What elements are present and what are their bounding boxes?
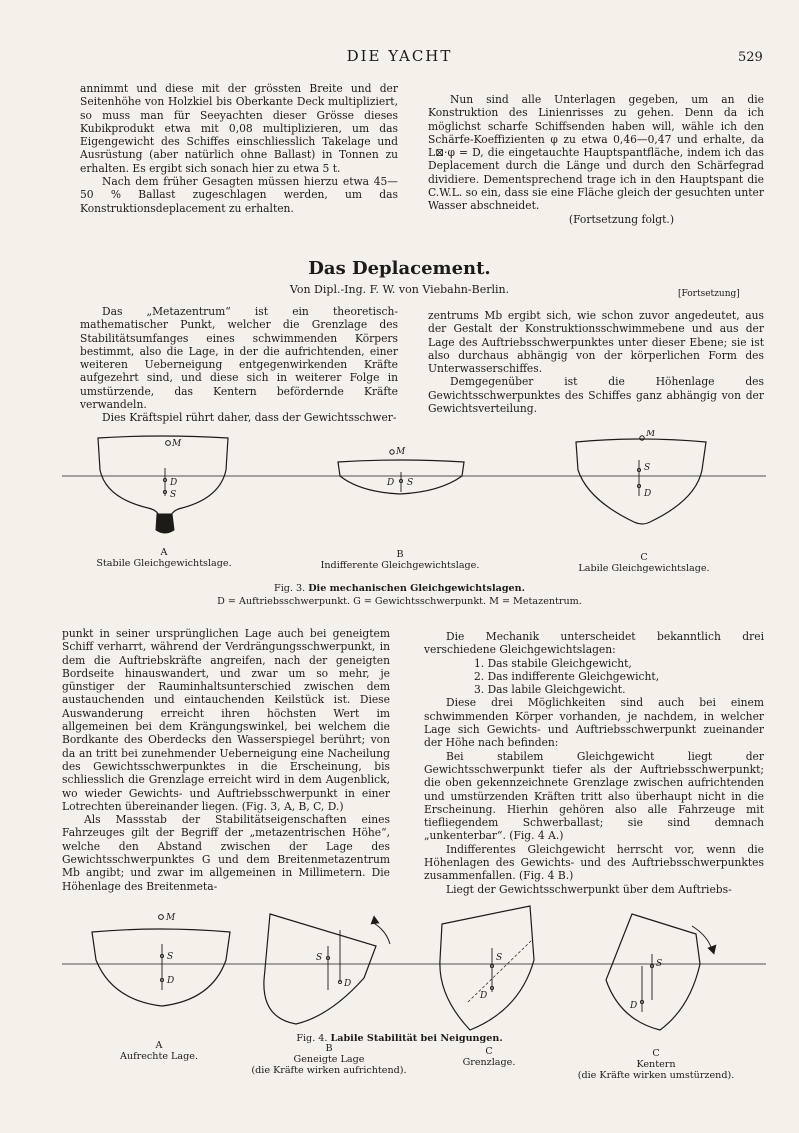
fig4-panel-b-label: B Geneigte Lage (die Kräfte wirken aufrichtend).	[251, 1043, 407, 1076]
fig3-c-s-label: S	[644, 463, 651, 473]
fig3-c-d-label: D	[644, 489, 652, 499]
paragraph: zentrums Mb ergibt sich, wie schon zuvor angedeutet, aus der Gestalt der Konstruktionsschwimmebene und aus der Lage des Auftriebsschwerpunktes unter dieser Ebene; sie ist also durchaus abhängig von der körperlichen Form des Unterwasserschiffes.	[428, 309, 764, 376]
equilibrium-list	[424, 657, 764, 697]
figure-4-drawing	[0, 900, 799, 1040]
fig3-b-s-label: S	[407, 478, 414, 488]
fig4-kentern-d-label: D	[630, 1001, 638, 1011]
fig3-panel-a-label: A Stabile Gleichgewichtslage.	[96, 547, 232, 569]
article-upper-right-column	[428, 309, 764, 415]
paragraph: Diese drei Möglichkeiten sind auch bei einem schwimmenden Körper vorhanden, je nachdem, in welcher Lage sich Gewichts- und Auftriebsschwerpunkt zueinander der Höhe nach befinden:	[424, 696, 764, 750]
figure-3-drawing	[0, 430, 799, 560]
list-item: 3. Das labile Gleichgewicht.	[474, 683, 626, 697]
fig4-b-d-label: D	[344, 979, 352, 989]
paragraph: Als Massstab der Stabilitätseigenschaften eines Fahrzeuges gilt der Begriff der „metazentrischen Höhe“, welche den Abstand zwischen der Lage des Gewichtsschwerpunktes G und dem Breitenmetazentrum Mb angibt; und zwar im allgemeinen in Millimetern. Die Höhenlage des Breitenmeta-	[62, 813, 390, 893]
running-title: DIE YACHT	[346, 47, 453, 65]
fig3-c-m-label: M	[646, 430, 656, 439]
paragraph: Nun sind alle Unterlagen gegeben, um an die Konstruktion des Linienrisses zu gehen. Denn da ich möglichst scharfe Schiffsenden haben will, wähle ich den Schärfe-Koeffizienten φ zu etwa 0,46—0,47 und erhalte, da L⊠·φ = D, die eingetauchte Hauptspantfläche, indem ich das Deplacement durch die Länge und durch den Schärfegrad dividiere. Dementsprechend trage ich in den Hauptspant die C.W.L. so ein, dass sie eine Fläche gleich der gesuchten unter Wasser abschneidet.	[428, 93, 764, 213]
paragraph: Die Mechanik unterscheidet bekanntlich drei verschiedene Gleichgewichtslagen:	[424, 630, 764, 657]
list-item: 1. Das stabile Gleichgewicht,	[474, 656, 632, 670]
figure-4-caption: Fig. 4. Labile Stabilität bei Neigungen.	[296, 1033, 503, 1044]
fig4-panel-c-label: C Grenzlage.	[462, 1046, 516, 1068]
page-number: 529	[738, 50, 763, 65]
paragraph: Demgegenüber ist die Höhenlage des Gewichtsschwerpunktes des Schiffes ganz abhängig von der Gewichtsverteilung.	[428, 375, 764, 416]
article-byline: Von Dipl.-Ing. F. W. von Viebahn-Berlin.	[289, 283, 510, 296]
article-lower-left-column	[62, 627, 390, 893]
paragraph: Bei stabilem Gleichgewicht liegt der Gewichtsschwerpunkt tiefer als der Auftriebsschwerpunkt; die oben gekennzeichnete Grenzlage zwischen aufrichtenden und umstürzenden Kräften tritt also überhaupt nicht in die Erscheinung. Hierhin gehören also alle Fahrzeuge mit tiefliegendem Schwerballast; sie sind demnach „unkenterbar“. (Fig. 4 A.)	[424, 749, 764, 843]
fig4-a-d-label: D	[167, 976, 175, 986]
fig4-a-m-label: M	[166, 913, 176, 923]
fig3-a-m-label: M	[172, 439, 182, 449]
paragraph: Liegt der Gewichtsschwerpunkt über dem Auftriebs-	[446, 882, 732, 896]
list-item: 2. Das indifferente Gleichgewicht,	[474, 669, 660, 683]
fig4-panel-a-label: A Aufrechte Lage.	[119, 1040, 198, 1062]
fig3-b-m-label: M	[396, 447, 406, 457]
fig4-kentern-s-label: S	[656, 959, 663, 969]
paragraph: Nach dem früher Gesagten müssen hierzu etwa 45—50 % Ballast zugeschlagen werden, um das Konstruktionsdeplacement zu erhalten.	[80, 175, 398, 215]
fig4-c-s-label: S	[496, 953, 503, 963]
to-be-continued: (Fortsetzung folgt.)	[568, 212, 674, 226]
paragraph: Dies Kräftspiel rührt daher, dass der Gewichtsschwer-	[102, 411, 397, 425]
article-title: Das Deplacement.	[308, 258, 491, 279]
fig4-a-s-label: S	[167, 952, 174, 962]
paragraph: annimmt und diese mit der grössten Breite und der Seitenhöhe von Holzkiel bis Oberkante Deck multipliziert, so muss man für Seeyachten dieser Grösse dieses Kubikprodukt etwa mit 0,08 multiplizieren, um das Eigengewicht des Schiffes einschliesslich Takelage und Ausrüstung (aber natürlich ohne Ballast) in Tonnen zu erhalten. Es ergibt sich sonach hier zu etwa 5 t.	[80, 82, 398, 175]
prev-article-left-column	[80, 82, 398, 215]
continuation-note: [Fortsetzung]	[678, 289, 740, 299]
paragraph: Das „Metazentrum“ ist ein theoretisch-mathematischer Punkt, welcher die Grenzlage des Stabilitätsumfanges eines schwimmenden Körpers bestimmt, also die Lage, in der die aufrichtenden, einer weiteren Ueberneigung entgegenwirkenden Kräfte aufgezehrt sind, und diese sich in weiterer Folge in umstürzende, das Kentern befördernde Kräfte verwandeln.	[80, 305, 398, 412]
fig3-panel-c-label: C Labile Gleichgewichtslage.	[578, 552, 710, 574]
figure-3-legend: D = Auftriebsschwerpunkt. G = Gewichtsschwerpunkt. M = Metazentrum.	[217, 596, 582, 607]
fig4-c-d-label: D	[480, 991, 488, 1001]
paragraph: Indifferentes Gleichgewicht herrscht vor, wenn die Höhenlagen des Gewichts- und des Auftriebsschwerpunktes zusammenfallen. (Fig. 4 B.)	[424, 842, 764, 883]
paragraph: punkt in seiner ursprünglichen Lage auch bei geneigtem Schiff verharrt, während der Verdrängungsschwerpunkt, in dem die Auftriebskräfte angreifen, nach der geneigten Bordseite hinauswandert, und zwar um so mehr, je günstiger der Rauminhaltsunterschied zwischen dem austauchenden und eintauchenden Keilstück ist. Diese Auswanderung erreicht ihren höchsten Wert im allgemeinen bei dem Krängungswinkel, bei welchem die Bordkante des Oberdecks den Wasserspiegel berührt; von da an tritt bei zunehmender Ueberneigung eine Nacheilung des Gewichtsschwerpunktes in die Erscheinung, bis schliesslich die Grenzlage erreicht wird in dem Augenblick, wo wieder Gewichts- und Auftriebsschwerpunkt in einer Lotrechten übereinander liegen. (Fig. 3, A, B, C, D.)	[62, 627, 390, 813]
article-lower-right-column	[424, 630, 764, 896]
fig4-b-s-label: S	[316, 953, 323, 963]
fig3-a-s-label: S	[170, 490, 177, 500]
fig4-panel-kentern-label: C Kentern (die Kräfte wirken umstürzend).	[577, 1048, 735, 1081]
fig3-b-d-label: D	[387, 478, 395, 488]
fig3-panel-b-label: B Indifferente Gleichgewichtslage.	[320, 549, 480, 571]
article-upper-left-column	[80, 305, 398, 425]
figure-3-caption: Fig. 3. Die mechanischen Gleichgewichtslagen.	[274, 583, 525, 594]
prev-article-right-column	[428, 93, 764, 226]
fig3-a-d-label: D	[170, 478, 178, 488]
